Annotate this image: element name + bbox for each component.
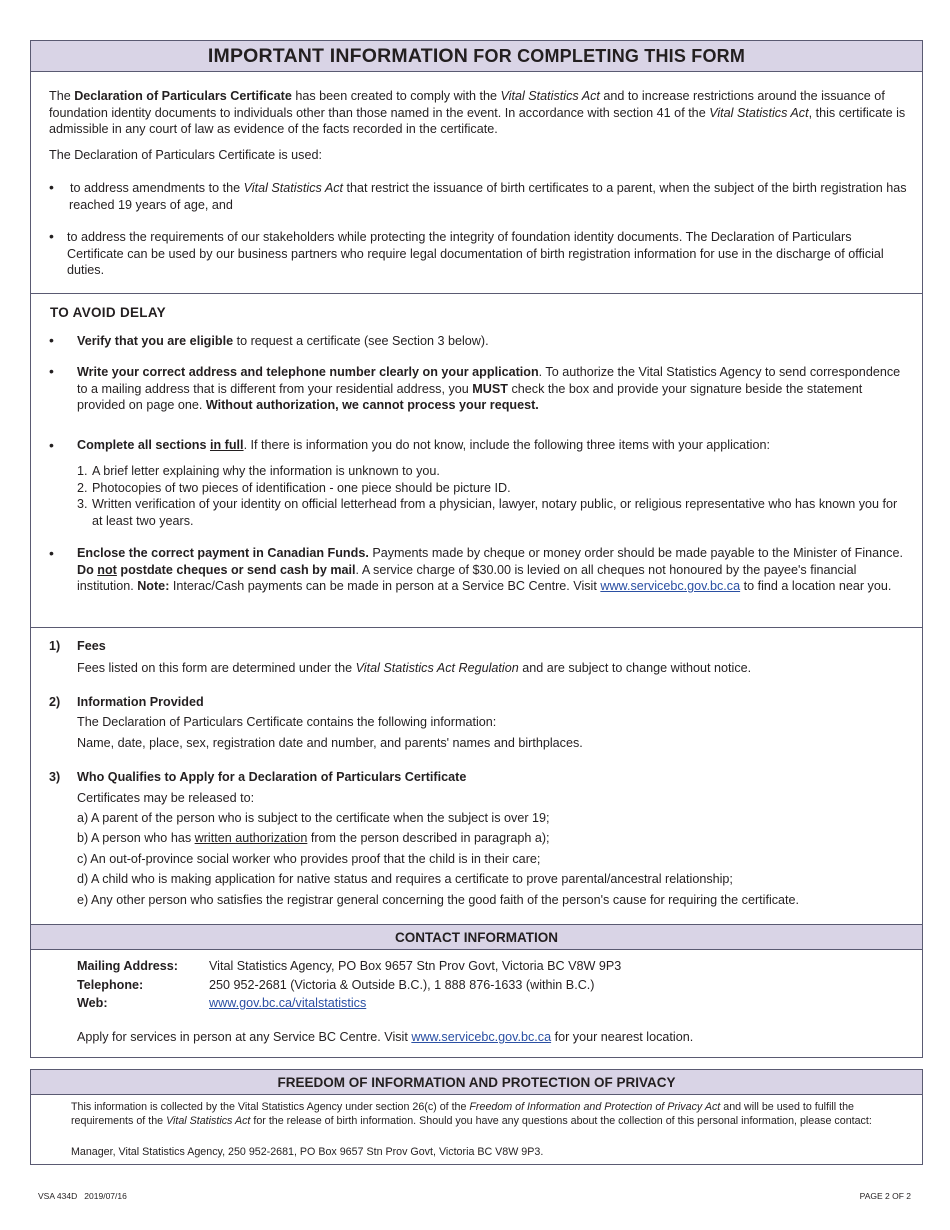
section-2-title: Information Provided xyxy=(77,695,204,709)
divider xyxy=(31,627,922,628)
servicebc-link[interactable]: www.servicebc.gov.bc.ca xyxy=(600,579,741,593)
web-link[interactable]: www.gov.bc.ca/vitalstatistics xyxy=(209,996,367,1010)
foi-header: FREEDOM OF INFORMATION AND PROTECTION OF PRIVACY xyxy=(31,1070,922,1095)
page-title: IMPORTANT INFORMATION FOR COMPLETING THIS FORM xyxy=(207,45,746,67)
apply-text: Apply for services in person at any Service BC Centre. Visit www.servicebc.gov.bc.ca for your nearest location. xyxy=(77,1030,694,1044)
foi-box xyxy=(30,1069,923,1165)
avoid-delay-heading: TO AVOID DELAY xyxy=(50,305,166,320)
main-header xyxy=(31,41,922,72)
section-1-text: Fees listed on this form are determined under the Vital Statistics Act Regulation and are subject to change without notice. xyxy=(77,661,752,675)
section-3-title: Who Qualifies to Apply for a Declaration of Particulars Certificate xyxy=(77,770,467,784)
use-item-2: to address the requirements of our stakeholders while protecting the integrity of foundation identity documents. The Declaration of Particulars Certificate can be used by our business partners who require legal documentation of birth registration information for use in the discharge of official duties. xyxy=(67,230,884,277)
divider xyxy=(31,293,922,294)
page-number: PAGE 2 OF 2 xyxy=(859,1191,911,1201)
bullet-icon: • xyxy=(49,545,54,561)
mailing-address-value: Vital Statistics Agency, PO Box 9657 Stn Prov Govt, Victoria BC V8W 9P3 xyxy=(209,959,622,973)
section-1-number: 1) xyxy=(49,639,61,653)
foi-text: This information is collected by the Vital Statistics Agency under section 26(c) of the Freedom of Information and Protection of Privacy Act and will be used to fulfill the requirements of the Vital Statistics Act for the release of birth information. Should you have any questions about the collection of this personal information, please contact: xyxy=(71,1101,872,1127)
used-intro: The Declaration of Particulars Certificate is used: xyxy=(49,148,322,162)
bullet-icon: • xyxy=(49,179,54,195)
section-2-number: 2) xyxy=(49,695,61,709)
main-info-box xyxy=(30,40,923,925)
section-3-item-b: b) A person who has written authorization from the person described in paragraph a); xyxy=(77,831,550,845)
section-2-line-2: Name, date, place, sex, registration date and number, and parents' names and birthplaces. xyxy=(77,736,583,750)
avoid-item-payment: Enclose the correct payment in Canadian Funds. Payments made by cheque or money order should be made payable to the Minister of Finance. Do not postdate cheques or send cash by mail. A service charge of $30.00 is levied on all cheques not honoured by the payee's financial institution. Note: Interac/Cash payments can be made in person at a Service BC Centre. Visit www.servicebc.gov.bc.ca to find a location near you. xyxy=(77,546,903,593)
avoid-item-address: Write your correct address and telephone number clearly on your application. To authorize the Vital Statistics Agency to send correspondence to a mailing address that is different from your residential address, you MUST check the box and provide your signature beside the statement provided on page one. Without authorization, we cannot process your request. xyxy=(77,365,901,412)
servicebc-link[interactable]: www.servicebc.gov.bc.ca xyxy=(411,1030,552,1044)
web-label: Web: xyxy=(77,996,108,1010)
section-3-item-a: a) A parent of the person who is subject to the certificate when the subject is over 19; xyxy=(77,811,550,825)
telephone-value: 250 952-2681 (Victoria & Outside B.C.), 1 888 876-1633 (within B.C.) xyxy=(209,978,595,992)
use-item-1: to address amendments to the Vital Statistics Act that restrict the issuance of birth certificates to a parent, when the subject of the birth registration has reached 19 years of age, and xyxy=(69,181,907,212)
section-3-item-c: c) An out-of-province social worker who provides proof that the child is in their care; xyxy=(77,852,541,866)
section-3-number: 3) xyxy=(49,770,61,784)
numbered-list xyxy=(77,463,907,529)
list-item: 3. Written verification of your identity on official letterhead from a physician, lawyer, notary public, or religious representative who has known you for at least two years. xyxy=(77,497,898,528)
bullet-icon: • xyxy=(49,363,54,379)
contact-header: CONTACT INFORMATION xyxy=(31,925,922,950)
section-3-item-d: d) A child who is making application for native status and requires a certificate to prove parental/ancestral relationship; xyxy=(77,872,733,886)
foi-contact: Manager, Vital Statistics Agency, 250 952-2681, PO Box 9657 Stn Prov Govt, Victoria BC V8W 9P3. xyxy=(71,1146,544,1158)
bullet-icon: • xyxy=(49,228,54,244)
list-item: 1. A brief letter explaining why the information is unknown to you. xyxy=(77,464,440,478)
mailing-address-label: Mailing Address: xyxy=(77,959,178,973)
bullet-icon: • xyxy=(49,332,54,348)
form-id: VSA 434D 2019/07/16 xyxy=(38,1191,127,1201)
section-2-line-1: The Declaration of Particulars Certificate contains the following information: xyxy=(77,715,497,729)
avoid-item-eligible: Verify that you are eligible to request a certificate (see Section 3 below). xyxy=(77,334,489,348)
bullet-icon: • xyxy=(49,437,54,453)
intro-paragraph: The Declaration of Particulars Certificate has been created to comply with the Vital Statistics Act and to increase restrictions around the issuance of foundation identity documents to individuals other than those named in the event. In accordance with section 41 of the Vital Statistics Act, this certificate is admissible in any court of law as evidence of the facts recorded in the certificate. xyxy=(49,89,906,136)
telephone-label: Telephone: xyxy=(77,978,144,992)
avoid-item-complete: Complete all sections in full. If there is information you do not know, include the following three items with your application: xyxy=(77,438,770,452)
contact-box xyxy=(30,924,923,1058)
list-item: 2. Photocopies of two pieces of identification - one piece should be picture ID. xyxy=(77,480,511,495)
section-3-item-e: e) Any other person who satisfies the registrar general concerning the good faith of the person's cause for requiring the certificate. xyxy=(77,893,800,907)
section-1-title: Fees xyxy=(77,639,106,653)
section-3-intro: Certificates may be released to: xyxy=(77,791,255,805)
